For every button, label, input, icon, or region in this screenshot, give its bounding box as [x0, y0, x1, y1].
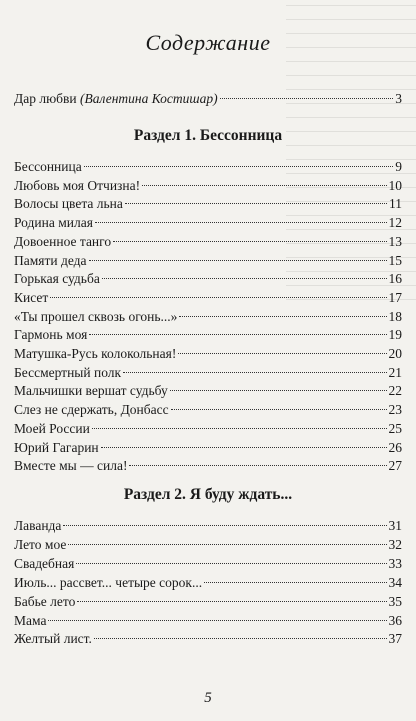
leader-dots	[68, 544, 386, 545]
toc-entry-title: Лаванда	[14, 518, 62, 533]
leader-dots	[76, 563, 386, 564]
toc-entry-page: 16	[388, 271, 402, 287]
toc-entry-title: Дар любви (Валентина Костишар)	[14, 91, 218, 106]
toc-entry-title: Слез не сдержать, Донбасс	[14, 402, 169, 418]
leader-dots	[84, 166, 394, 167]
toc-entry-title: Горькая судьба	[14, 271, 100, 287]
toc-entry-title: Июль... рассвет... четыре сорок...	[14, 574, 203, 590]
toc-entry-title: Матушка-Русь колокольная!	[14, 346, 177, 361]
toc-entry-title: Бессмертный полк	[14, 364, 122, 380]
toc-entry	[14, 326, 402, 344]
toc-entry-page: 20	[388, 346, 402, 361]
toc-entry	[14, 252, 402, 270]
leader-dots	[171, 409, 387, 410]
page-title: Содержание	[145, 30, 271, 55]
leader-dots	[89, 334, 386, 335]
toc-entry-page: 11	[389, 196, 402, 212]
toc-entry-page: 37	[388, 631, 402, 647]
leader-dots	[178, 353, 386, 354]
toc-entry-page: 23	[388, 402, 402, 418]
toc-entry	[14, 401, 402, 419]
toc-entry	[14, 364, 402, 382]
toc-entry-title: «Ты прошел сквозь огонь...»	[14, 308, 178, 324]
toc-entry-title: Мама	[14, 612, 47, 628]
toc-entry	[14, 345, 402, 363]
leader-dots	[48, 620, 386, 621]
toc-entry-title: Памяти деда	[14, 252, 87, 268]
toc-entry-page: 33	[388, 555, 402, 571]
leader-dots	[204, 582, 386, 583]
leader-dots	[101, 447, 387, 448]
toc-entry-page: 12	[388, 215, 402, 231]
toc-entry-page: 32	[388, 536, 402, 552]
toc-entry-page: 15	[388, 252, 402, 268]
toc-entry-intro	[14, 90, 402, 108]
leader-dots	[50, 297, 386, 298]
leader-dots	[179, 316, 386, 317]
toc-entry	[14, 555, 402, 573]
toc-entry-page: 10	[388, 177, 402, 193]
toc-entry-page: 3	[395, 91, 402, 106]
toc-entry-page: 35	[388, 593, 402, 609]
toc-entry-title: Желтый лист.	[14, 631, 92, 647]
toc-entry-page: 34	[388, 574, 402, 590]
toc-entry	[14, 612, 402, 630]
leader-dots	[89, 260, 387, 261]
leader-dots	[77, 601, 386, 602]
toc-entry	[14, 195, 402, 213]
toc-entry-page: 31	[388, 518, 402, 533]
toc-entry-title: Довоенное танго	[14, 233, 112, 249]
toc-entry	[14, 536, 402, 554]
toc-entry	[14, 457, 402, 475]
toc-entry-page: 26	[388, 439, 402, 455]
toc-entry	[14, 233, 402, 251]
toc-entry	[14, 214, 402, 232]
toc-entry	[14, 593, 402, 611]
leader-dots	[102, 278, 387, 279]
toc-entry-page: 22	[388, 383, 402, 399]
toc-entry	[14, 382, 402, 400]
toc-entry	[14, 289, 402, 307]
leader-dots	[63, 525, 386, 526]
leader-dots	[142, 185, 386, 186]
toc-entry-page: 9	[395, 159, 402, 174]
leader-dots	[123, 372, 386, 373]
toc-entry-title: Мальчишки вершат судьбу	[14, 383, 168, 399]
toc-entry-title: Любовь моя Отчизна!	[14, 177, 141, 193]
toc-entry	[14, 177, 402, 195]
toc-entry	[14, 308, 402, 326]
leader-dots	[92, 428, 387, 429]
leader-dots	[94, 638, 387, 639]
leader-dots	[113, 241, 386, 242]
toc-entry-title: Моей России	[14, 420, 90, 436]
toc-entry	[14, 630, 402, 648]
toc-entry-page: 18	[388, 308, 402, 324]
toc-entry	[14, 420, 402, 438]
leader-dots	[95, 222, 387, 223]
toc-entry-title: Волосы цвета льна	[14, 196, 123, 212]
toc-entry-page: 17	[388, 289, 402, 305]
toc-entry-title: Бабье лето	[14, 593, 76, 609]
toc-entry-title: Свадебная	[14, 555, 75, 571]
toc-entry-title: Вместе мы — сила!	[14, 458, 128, 474]
toc-entry-title: Гармонь моя	[14, 327, 88, 343]
toc-entry-page: 25	[388, 420, 402, 436]
toc-entry-title: Юрий Гагарин	[14, 439, 99, 455]
toc-entry-page: 27	[388, 458, 402, 474]
toc-entry-page: 36	[388, 612, 402, 628]
leader-dots	[170, 390, 387, 391]
page-number: 5	[204, 690, 212, 706]
toc-entry-title: Родина милая	[14, 215, 93, 231]
toc-entry-title: Кисет	[14, 289, 49, 305]
toc-entry	[14, 439, 402, 457]
toc-entry	[14, 158, 402, 176]
toc-entry-page: 21	[388, 364, 402, 380]
leader-dots	[125, 203, 387, 204]
toc-entry	[14, 574, 402, 592]
toc-entry	[14, 517, 402, 535]
toc-entry-page: 13	[388, 233, 402, 249]
leader-dots	[220, 98, 394, 99]
toc-entry-title: Бессонница	[14, 159, 82, 174]
toc-entry	[14, 270, 402, 288]
toc-entry-page: 19	[388, 327, 402, 343]
toc-entry-title: Лето мое	[14, 536, 67, 552]
section-heading-2: Раздел 2. Я буду ждать...	[123, 486, 293, 503]
leader-dots	[129, 465, 386, 466]
section-heading-1: Раздел 1. Бессонница	[133, 127, 283, 144]
